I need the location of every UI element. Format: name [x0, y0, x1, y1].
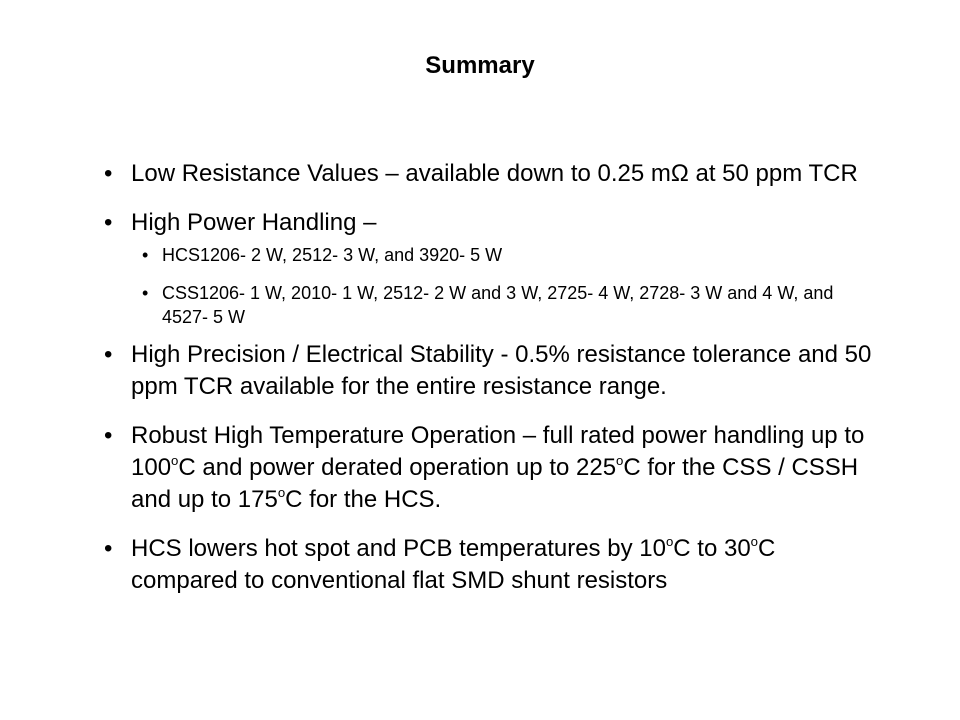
text-segment: C compared to conventional flat SMD shunt resistors	[131, 535, 776, 594]
degree-superscript: o	[171, 453, 179, 469]
text-segment: HCS lowers hot spot and PCB temperatures by 10	[131, 535, 666, 562]
bullet-marker: •	[104, 422, 113, 449]
degree-superscript: o	[750, 534, 759, 550]
degree-superscript: o	[277, 485, 286, 501]
bullet-marker: •	[104, 341, 113, 368]
text-segment: C to 30	[673, 535, 751, 562]
text-segment: C and power derated operation up to 225	[178, 454, 617, 481]
subbullet-hcs-power	[104, 243, 884, 267]
degree-superscript: o	[616, 453, 624, 469]
bullet-marker: •	[104, 535, 113, 562]
bullet-high-precision	[104, 339, 884, 403]
bullet-high-temperature	[104, 420, 884, 516]
bullet-hcs-temperature	[104, 533, 884, 597]
bullet-list	[104, 158, 884, 614]
text-segment: C for the HCS.	[285, 486, 442, 513]
bullet-text: High Power Handling –	[131, 209, 377, 236]
subbullet-marker: •	[142, 245, 149, 265]
bullet-marker: •	[104, 209, 113, 236]
bullet-high-power	[104, 207, 884, 239]
subbullet-css-power	[104, 281, 884, 329]
bullet-text: Low Resistance Values – available down to 0.25 mΩ at 50 ppm TCR	[131, 160, 858, 187]
degree-superscript: o	[665, 534, 674, 550]
text-segment: C for the CSS / CSSH and up to 175	[131, 454, 859, 513]
bullet-text	[131, 535, 775, 594]
slide-title: Summary	[425, 52, 535, 79]
bullet-low-resistance	[104, 158, 884, 190]
subbullet-text: HCS1206- 2 W, 2512- 3 W, and 3920- 5 W	[162, 245, 503, 265]
subbullet-marker: •	[142, 283, 149, 303]
bullet-text: High Precision / Electrical Stability - 0.5% resistance tolerance and 50 ppm TCR available for the entire resistance range.	[131, 341, 872, 400]
bullet-marker: •	[104, 160, 113, 187]
subbullet-text: CSS1206- 1 W, 2010- 1 W, 2512- 2 W and 3 W, 2725- 4 W, 2728- 3 W and 4 W, and 4527- 5 W	[162, 283, 834, 327]
bullet-text	[131, 422, 864, 513]
text-segment: Robust High Temperature Operation – full rated power handling up to 100	[131, 422, 865, 481]
